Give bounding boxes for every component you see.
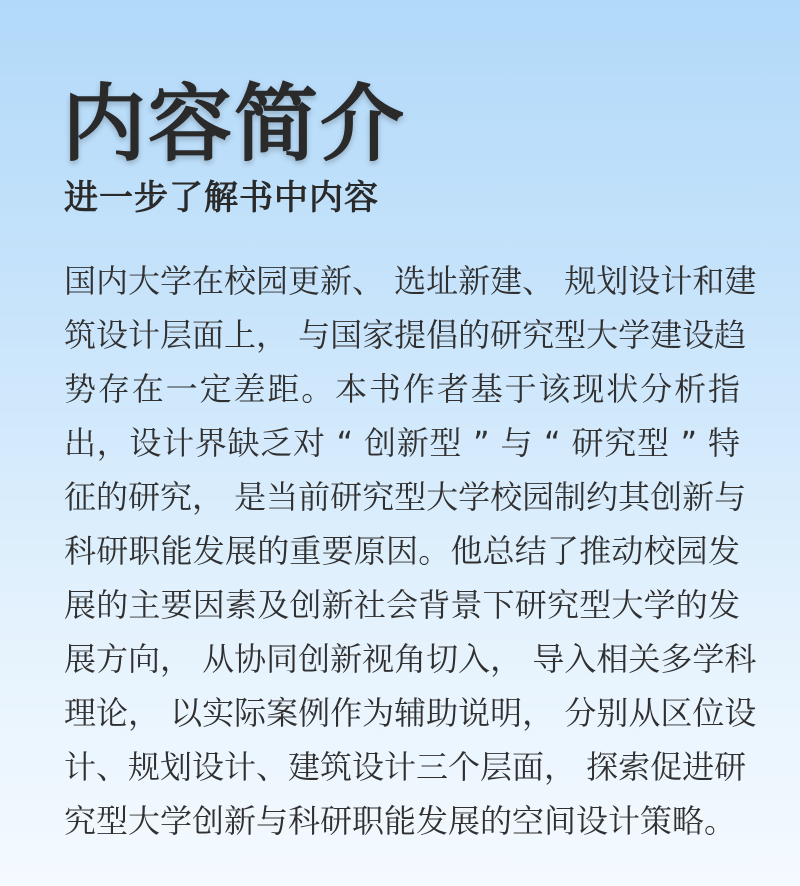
page-title: 内容简介 bbox=[62, 75, 407, 173]
intro-paragraph bbox=[64, 254, 757, 848]
paragraph-line: 理论， 以实际案例作为辅助说明， 分别从区位设 bbox=[64, 694, 757, 732]
paragraph-line: 征的研究， 是当前研究型大学校园制约其创新与 bbox=[64, 478, 747, 516]
paragraph-line: 国内大学在校园更新、 选址新建、 规划设计和建 bbox=[64, 262, 757, 300]
paragraph-line: 展方向， 从协同创新视角切入， 导入相关多学科 bbox=[64, 640, 757, 678]
paragraph-line: 展的主要因素及创新社会背景下研究型大学的发 bbox=[64, 586, 740, 624]
page-subtitle: 进一步了解书中内容 bbox=[64, 178, 379, 218]
paragraph-line: 势存在一定差距。本书作者基于该现状分析指 bbox=[64, 370, 740, 408]
paragraph-line: 究型大学创新与科研职能发展的空间设计策略。 bbox=[64, 802, 737, 840]
paragraph-line: 出，设计界缺乏对 “ 创新型 ” 与 “ 研究型 ” 特 bbox=[64, 424, 740, 462]
paragraph-line: 科研职能发展的重要原因。他总结了推动校园发 bbox=[64, 532, 740, 570]
paragraph-line: 计、规划设计、建筑设计三个层面， 探索促进研 bbox=[64, 748, 747, 786]
paragraph-line: 筑设计层面上， 与国家提倡的研究型大学建设趋 bbox=[64, 316, 747, 354]
